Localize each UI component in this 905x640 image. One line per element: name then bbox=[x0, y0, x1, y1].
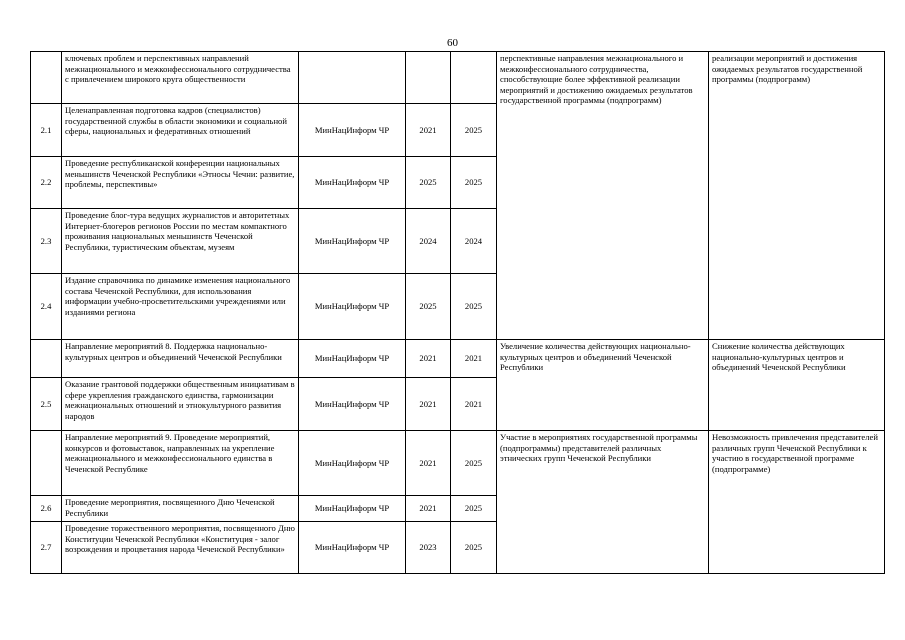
row-number: 2.2 bbox=[31, 157, 62, 209]
start-year: 2021 bbox=[406, 496, 451, 522]
row-number: 2.6 bbox=[31, 496, 62, 522]
end-year: 2024 bbox=[451, 209, 497, 274]
start-year: 2025 bbox=[406, 274, 451, 340]
executor bbox=[299, 52, 406, 104]
activity-name: Направление мероприятий 9. Проведение мероприятий, конкурсов и фотовыставок, направленных на укрепление межнационального и межконфессионального единства в Чеченской Республике bbox=[62, 431, 299, 496]
end-year: 2021 bbox=[451, 340, 497, 378]
program-activities-table bbox=[30, 51, 885, 574]
end-year: 2025 bbox=[451, 496, 497, 522]
row-number: 2.4 bbox=[31, 274, 62, 340]
row-number bbox=[31, 52, 62, 104]
executor: МинНацИнформ ЧР bbox=[299, 431, 406, 496]
start-year: 2021 bbox=[406, 378, 451, 431]
table-row bbox=[31, 340, 885, 378]
executor: МинНацИнформ ЧР bbox=[299, 522, 406, 574]
row-number bbox=[31, 340, 62, 378]
start-year: 2021 bbox=[406, 340, 451, 378]
activity-name: ключевых проблем и перспективных направлений межнационального и межконфессионального сотрудничества с привлечением широкого круга общественности bbox=[62, 52, 299, 104]
end-year: 2025 bbox=[451, 274, 497, 340]
risk-consequence: Невозможность привлечения представителей различных групп Чеченской Республики к участию в государственной программе (подпрограмме) bbox=[709, 431, 885, 574]
risk-consequence: Снижение количества действующих национально-культурных центров и объединений Чеченской Республики bbox=[709, 340, 885, 431]
start-year: 2023 bbox=[406, 522, 451, 574]
end-year: 2025 bbox=[451, 104, 497, 157]
end-year bbox=[451, 52, 497, 104]
start-year: 2025 bbox=[406, 157, 451, 209]
executor: МинНацИнформ ЧР bbox=[299, 340, 406, 378]
risk-consequence: реализации мероприятий и достижения ожидаемых результатов государственной программы (подпрограмм) bbox=[709, 52, 885, 340]
executor: МинНацИнформ ЧР bbox=[299, 209, 406, 274]
table-row bbox=[31, 431, 885, 496]
row-number bbox=[31, 431, 62, 496]
executor: МинНацИнформ ЧР bbox=[299, 496, 406, 522]
activity-name: Проведение торжественного мероприятия, посвященного Дню Конституции Чеченской Республики «Конституция - залог возрождения и процветания народа Чеченской Республики» bbox=[62, 522, 299, 574]
row-number: 2.7 bbox=[31, 522, 62, 574]
executor: МинНацИнформ ЧР bbox=[299, 378, 406, 431]
activity-name: Издание справочника по динамике изменения национального состава Чеченской Республики, для использования информации учебно-просветительскими учреждениями или изданиями региона bbox=[62, 274, 299, 340]
expected-result: Увеличение количества действующих национально-культурных центров и объединений Чеченской Республики bbox=[497, 340, 709, 431]
expected-result: Участие в мероприятиях государственной программы (подпрограммы) представителей различных этнических групп Чеченской Республики bbox=[497, 431, 709, 574]
activity-name: Целенаправленная подготовка кадров (специалистов) государственной службы в области экономики и социальной сферы, национальных и федеративных отношений bbox=[62, 104, 299, 157]
start-year: 2024 bbox=[406, 209, 451, 274]
end-year: 2025 bbox=[451, 157, 497, 209]
start-year bbox=[406, 52, 451, 104]
activity-name: Проведение республиканской конференции национальных меньшинств Чеченской Республики «Этносы Чечни: развитие, проблемы, перспективы» bbox=[62, 157, 299, 209]
end-year: 2025 bbox=[451, 431, 497, 496]
executor: МинНацИнформ ЧР bbox=[299, 157, 406, 209]
row-number: 2.3 bbox=[31, 209, 62, 274]
row-number: 2.5 bbox=[31, 378, 62, 431]
page-number: 60 bbox=[447, 37, 458, 49]
expected-result: перспективные направления межнационального и межконфессионального сотрудничества, способствующие более эффективной реализации мероприятий и достижению ожидаемых результатов государственной программы (подпрограмм) bbox=[497, 52, 709, 340]
executor: МинНацИнформ ЧР bbox=[299, 274, 406, 340]
end-year: 2025 bbox=[451, 522, 497, 574]
activity-name: Проведение мероприятия, посвященного Дню Чеченской Республики bbox=[62, 496, 299, 522]
executor: МинНацИнформ ЧР bbox=[299, 104, 406, 157]
table-row bbox=[31, 52, 885, 104]
activity-name: Проведение блог-тура ведущих журналистов и авторитетных Интернет-блогеров регионов России по местам компактного проживания национальных меньшинств Чеченской Республики, туристическим объектам, музеям bbox=[62, 209, 299, 274]
end-year: 2021 bbox=[451, 378, 497, 431]
start-year: 2021 bbox=[406, 104, 451, 157]
start-year: 2021 bbox=[406, 431, 451, 496]
row-number: 2.1 bbox=[31, 104, 62, 157]
activity-name: Оказание грантовой поддержки общественным инициативам в сфере укрепления гражданского единства, гармонизации межнациональных отношений и этнокультурного развития народов bbox=[62, 378, 299, 431]
activity-name: Направление мероприятий 8. Поддержка национально-культурных центров и объединений Чеченской Республики bbox=[62, 340, 299, 378]
